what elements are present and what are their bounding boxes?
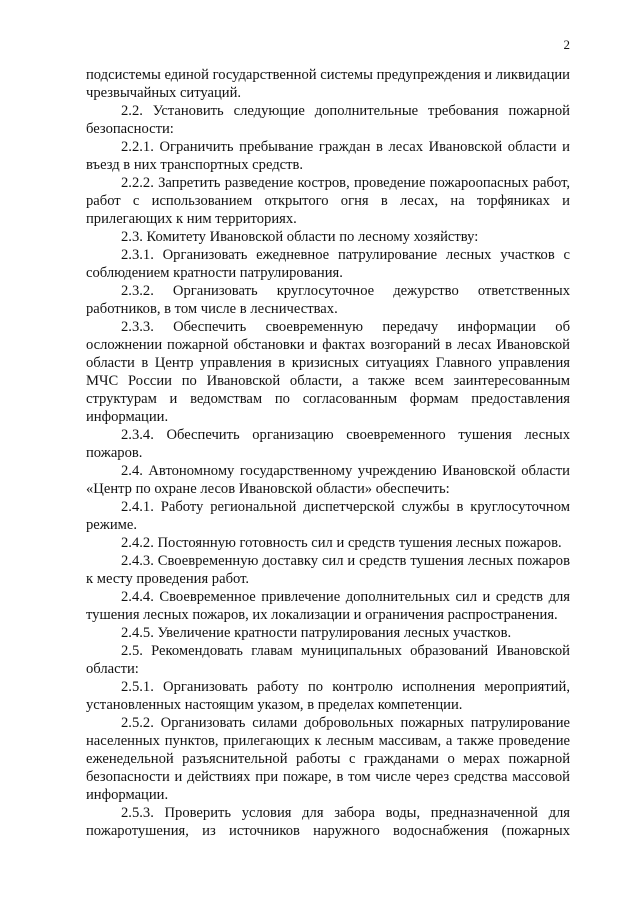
paragraph: 2.4.3. Своевременную доставку сил и средств тушения лесных пожаров к месту проведения работ. <box>86 553 570 587</box>
paragraph: 2.3.3. Обеспечить своевременную передачу информации об осложнении пожарной обстановки и фактах возгораний в лесах Ивановской области в Центр управления в кризисных ситуациях Главного управления МЧС России по Ивановской области, а также всем заинтересованным структурам и ведомствам по согласованным формам предоставления информации. <box>86 319 570 425</box>
paragraph: 2.4.4. Своевременное привлечение дополнительных сил и средств для тушения лесных пожаров, их локализации и ограничения распространения. <box>86 589 570 623</box>
paragraph: 2.4.1. Работу региональной диспетчерской службы в круглосуточном режиме. <box>86 499 570 533</box>
paragraph: 2.2. Установить следующие дополнительные требования пожарной безопасности: <box>86 103 570 137</box>
paragraph: подсистемы единой государственной системы предупреждения и ликвидации чрезвычайных ситуаций. <box>86 67 570 101</box>
paragraph: 2.3.2. Организовать круглосуточное дежурство ответственных работников, в том числе в лесничествах. <box>86 283 570 317</box>
document-body <box>86 66 570 840</box>
paragraph: 2.4.5. Увеличение кратности патрулирования лесных участков. <box>121 625 512 641</box>
paragraph: 2.4. Автономному государственному учреждению Ивановской области «Центр по охране лесов Ивановской области» обеспечить: <box>86 463 570 497</box>
paragraph: 2.3.1. Организовать ежедневное патрулирование лесных участков с соблюдением кратности патрулирования. <box>86 247 570 281</box>
paragraph: 2.3.4. Обеспечить организацию своевременного тушения лесных пожаров. <box>86 427 570 461</box>
paragraph: 2.2.1. Ограничить пребывание граждан в лесах Ивановской области и въезд в них транспортных средств. <box>86 139 570 173</box>
paragraph: 2.3. Комитету Ивановской области по лесному хозяйству: <box>121 229 479 245</box>
paragraph: 2.5.3. Проверить условия для забора воды, предназначенной для пожаротушения, из источников наружного водоснабжения (пожарных <box>86 805 570 839</box>
paragraph: 2.5.1. Организовать работу по контролю исполнения мероприятий, установленных настоящим указом, в пределах компетенции. <box>86 679 570 713</box>
paragraph: 2.5. Рекомендовать главам муниципальных образований Ивановской области: <box>86 643 570 677</box>
page-number: 2 <box>563 37 570 52</box>
paragraph: 2.4.2. Постоянную готовность сил и средств тушения лесных пожаров. <box>121 535 562 551</box>
paragraph: 2.5.2. Организовать силами добровольных пожарных патрулирование населенных пунктов, прилегающих к лесным массивам, а также проведение еженедельной разъяснительной работы с гражданами о мерах пожарной безопасности и действиях при пожаре, в том числе через средства массовой информации. <box>86 715 570 803</box>
paragraph: 2.2.2. Запретить разведение костров, проведение пожароопасных работ, работ с использованием открытого огня в лесах, на торфяниках и прилегающих к ним территориях. <box>86 175 570 227</box>
